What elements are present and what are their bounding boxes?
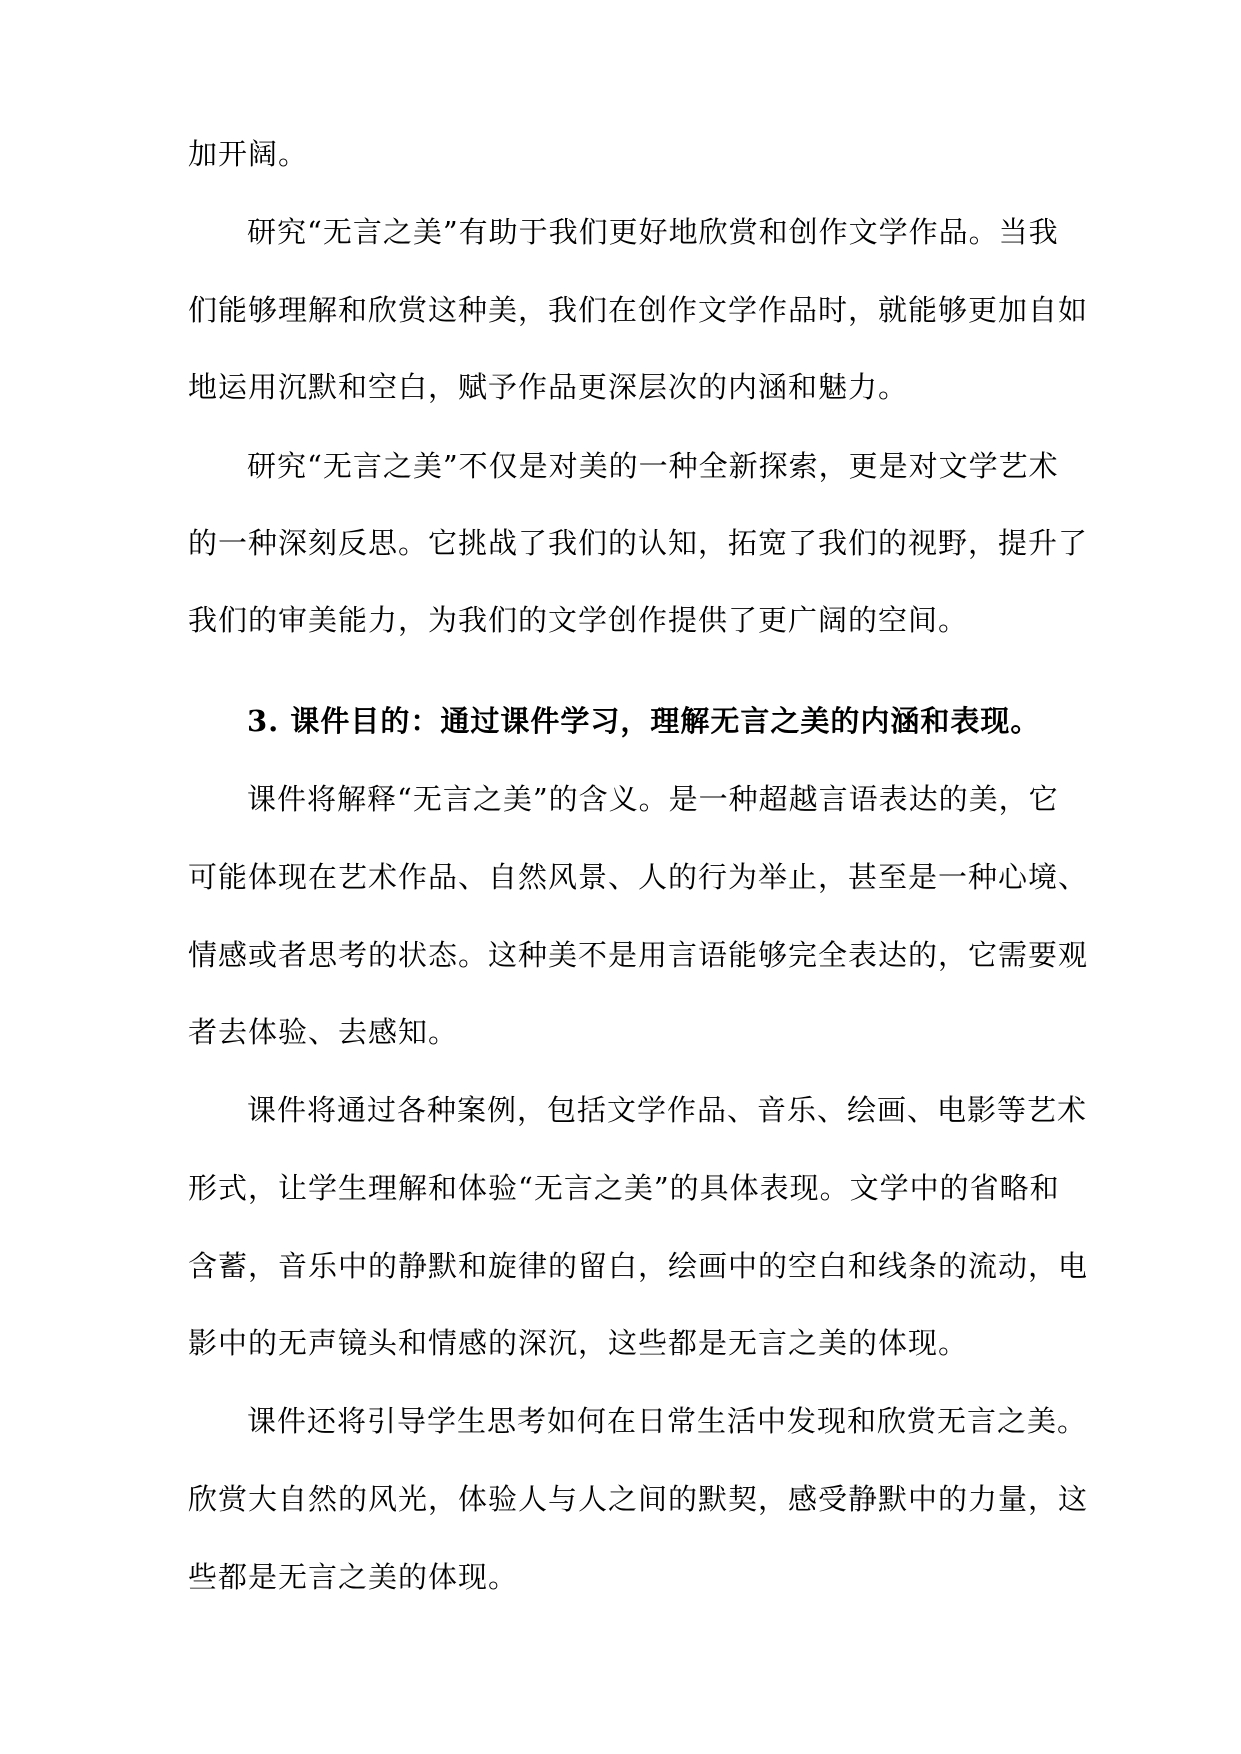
paragraph-line: 课件将解释“无言之美”的含义。是一种超越言语表达的美，它 (247, 782, 1059, 816)
paragraph-line: 研究“无言之美”不仅是对美的一种全新探索，更是对文学艺术 (247, 449, 1059, 483)
paragraph-line: 地运用沉默和空白，赋予作品更深层次的内涵和魅力。 (188, 370, 909, 404)
paragraph-line: 影中的无声镜头和情感的深沉，这些都是无言之美的体现。 (188, 1326, 969, 1360)
paragraph-line: 课件将通过各种案例，包括文学作品、音乐、绘画、电影等艺术 (247, 1093, 1088, 1127)
paragraph-line: 课件还将引导学生思考如何在日常生活中发现和欣赏无言之美。 (247, 1404, 1088, 1438)
paragraph-line: 形式，让学生理解和体验“无言之美”的具体表现。文学中的省略和 (188, 1171, 1060, 1205)
section-heading: 3. 课件目的：通过课件学习，理解无言之美的内涵和表现。 (247, 704, 1041, 738)
paragraph-line: 者去体验、去感知。 (188, 1015, 459, 1049)
paragraph-line: 的一种深刻反思。它挑战了我们的认知，拓宽了我们的视野，提升了 (188, 526, 1089, 560)
paragraph-line: 含蓄，音乐中的静默和旋律的留白，绘画中的空白和线条的流动，电 (188, 1249, 1089, 1283)
paragraph-line: 可能体现在艺术作品、自然风景、人的行为举止，甚至是一种心境、 (188, 860, 1089, 894)
paragraph-line: 们能够理解和欣赏这种美，我们在创作文学作品时，就能够更加自如 (188, 293, 1089, 327)
paragraph-line: 加开阔。 (188, 137, 309, 171)
paragraph-line: 欣赏大自然的风光，体验人与人之间的默契，感受静默中的力量，这 (188, 1482, 1089, 1516)
paragraph-line: 研究“无言之美”有助于我们更好地欣赏和创作文学作品。当我 (247, 215, 1059, 249)
paragraph-line: 我们的审美能力，为我们的文学创作提供了更广阔的空间。 (188, 603, 969, 637)
paragraph-line: 情感或者思考的状态。这种美不是用言语能够完全表达的，它需要观 (188, 938, 1089, 972)
paragraph-line: 些都是无言之美的体现。 (188, 1560, 519, 1594)
